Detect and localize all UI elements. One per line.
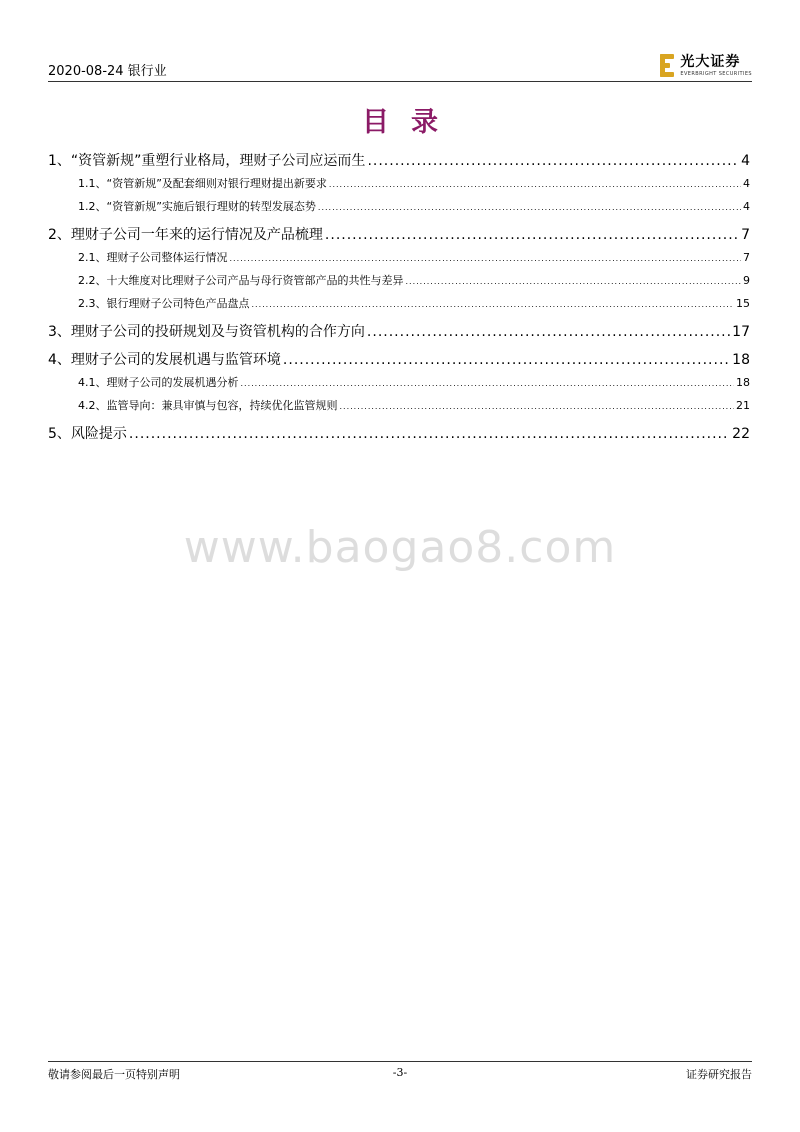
toc-entry-4-2[interactable] bbox=[48, 397, 750, 417]
logo-en-text: EVERBRIGHT SECURITIES bbox=[680, 71, 752, 77]
toc-leader bbox=[230, 254, 742, 263]
toc-number: 1.1、 bbox=[78, 177, 107, 190]
toc-entry-2[interactable] bbox=[48, 224, 750, 246]
toc-number: 1、 bbox=[48, 153, 71, 169]
toc-leader bbox=[329, 180, 741, 189]
toc-entry-5[interactable] bbox=[48, 423, 750, 445]
toc-text: “资管新规”实施后银行理财的转型发展态势 bbox=[106, 200, 316, 213]
toc-entry-2-1[interactable] bbox=[48, 249, 750, 269]
toc-entry-1-1[interactable] bbox=[48, 175, 750, 195]
toc-text: 理财子公司的发展机遇分析 bbox=[106, 376, 239, 389]
everbright-logo bbox=[660, 52, 752, 80]
toc-text: 理财子公司的发展机遇与监管环境 bbox=[70, 352, 281, 368]
toc-entry-3[interactable] bbox=[48, 321, 750, 343]
toc-leader bbox=[283, 352, 730, 368]
toc-leader bbox=[340, 402, 735, 411]
toc-title: 目录 bbox=[362, 107, 460, 138]
toc-leader bbox=[252, 300, 735, 309]
toc-page: 4 bbox=[741, 153, 750, 169]
toc-leader bbox=[367, 153, 739, 169]
toc-entry-4-1[interactable] bbox=[48, 374, 750, 394]
logo-mark-icon bbox=[660, 54, 674, 78]
toc-entry-2-3[interactable] bbox=[48, 295, 750, 315]
toc-entry-2-2[interactable] bbox=[48, 272, 750, 292]
toc-page: 15 bbox=[736, 297, 750, 310]
toc-text: 银行理财子公司特色产品盘点 bbox=[106, 297, 250, 310]
toc-leader bbox=[129, 426, 730, 442]
page-number: -3- bbox=[392, 1066, 408, 1079]
toc-page: 17 bbox=[732, 324, 750, 340]
toc-number: 1.2、 bbox=[78, 200, 107, 213]
toc-number: 2.1、 bbox=[78, 251, 107, 264]
footer-report-type: 证券研究报告 bbox=[686, 1068, 752, 1081]
logo-cn-text: 光大证券 bbox=[680, 54, 741, 70]
toc-number: 4、 bbox=[48, 352, 71, 368]
footer-disclaimer: 敬请参阅最后一页特别声明 bbox=[48, 1068, 180, 1081]
toc-number: 4.2、 bbox=[78, 399, 107, 412]
toc-leader bbox=[318, 203, 741, 212]
toc-page: 7 bbox=[741, 227, 750, 243]
toc-text: 理财子公司的投研规划及与资管机构的合作方向 bbox=[70, 324, 365, 340]
toc-page: 21 bbox=[736, 399, 750, 412]
toc-number: 4.1、 bbox=[78, 376, 107, 389]
toc-entry-1-2[interactable] bbox=[48, 198, 750, 218]
header-divider bbox=[48, 81, 752, 82]
toc-page: 22 bbox=[732, 426, 750, 442]
toc-page: 7 bbox=[743, 251, 750, 264]
footer-divider bbox=[48, 1061, 752, 1062]
toc-text: 风险提示 bbox=[70, 426, 127, 442]
toc-number: 2.3、 bbox=[78, 297, 107, 310]
header-date: 2020-08-24 银行业 bbox=[48, 64, 167, 79]
toc-leader bbox=[367, 324, 730, 340]
table-of-contents bbox=[48, 150, 750, 447]
toc-number: 3、 bbox=[48, 324, 71, 340]
toc-text: 监管导向：兼具审慎与包容，持续优化监管规则 bbox=[106, 399, 338, 412]
toc-text: 理财子公司整体运行情况 bbox=[106, 251, 228, 264]
toc-leader bbox=[325, 227, 739, 243]
toc-page: 4 bbox=[743, 200, 750, 213]
toc-number: 2.2、 bbox=[78, 274, 107, 287]
toc-leader bbox=[241, 379, 735, 388]
toc-page: 18 bbox=[732, 352, 750, 368]
toc-text: “资管新规”及配套细则对银行理财提出新要求 bbox=[106, 177, 327, 190]
toc-page: 18 bbox=[736, 376, 750, 389]
toc-text: 理财子公司一年来的运行情况及产品梳理 bbox=[70, 227, 323, 243]
toc-number: 5、 bbox=[48, 426, 71, 442]
toc-text: “资管新规”重塑行业格局，理财子公司应运而生 bbox=[70, 153, 366, 169]
toc-text: 十大维度对比理财子公司产品与母行资管部产品的共性与差异 bbox=[106, 274, 404, 287]
page-header bbox=[48, 52, 752, 82]
watermark: www.baogao8.com bbox=[183, 522, 617, 573]
toc-page: 4 bbox=[743, 177, 750, 190]
toc-page: 9 bbox=[743, 274, 750, 287]
toc-leader bbox=[406, 277, 742, 286]
toc-entry-4[interactable] bbox=[48, 349, 750, 371]
toc-number: 2、 bbox=[48, 227, 71, 243]
toc-entry-1[interactable] bbox=[48, 150, 750, 172]
